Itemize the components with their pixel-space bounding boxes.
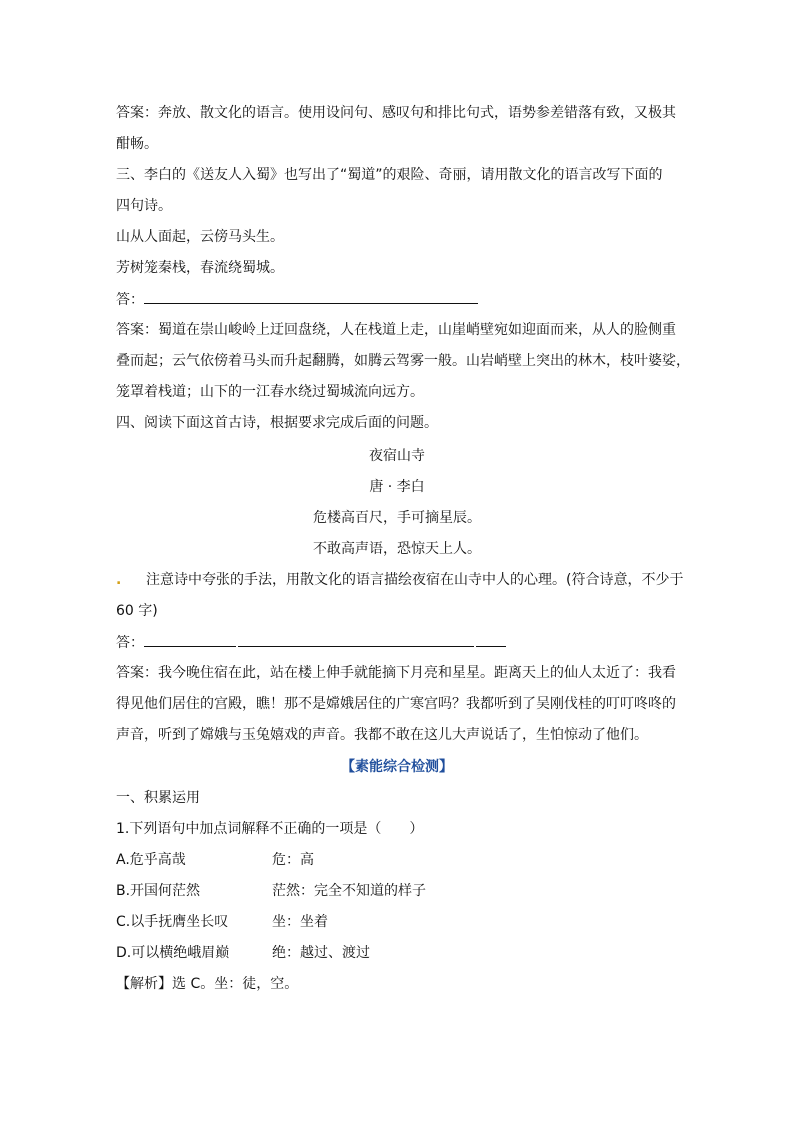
answer-blank-row <box>116 632 506 653</box>
answer-line: 酣畅。 <box>116 136 158 152</box>
answer-blank-row <box>116 289 478 310</box>
option-d <box>116 943 370 963</box>
answer-label: 答： <box>116 292 144 308</box>
answer-line: 笼罩着栈道；山下的一江春水绕过蜀城流向远方。 <box>116 384 424 400</box>
option-c <box>116 912 328 932</box>
answer-line: 答案：蜀道在崇山峻岭上迂回盘绕，人在栈道上走，山崖峭壁宛如迎面而来，从人的脸侧重 <box>116 322 676 338</box>
question-4-prompt <box>116 570 683 590</box>
poem-line: 芳树笼秦栈，春流绕蜀城。 <box>116 260 284 276</box>
question-4-prompt-cont: 60 字) <box>116 603 158 619</box>
option-gloss: 坐：坐着 <box>272 914 328 930</box>
option-gloss: 茫然：完全不知道的样子 <box>272 883 426 899</box>
question-1: 1.下列语句中加点词解释不正确的一项是（ ） <box>116 821 424 837</box>
question-3-line: 三、李白的《送友人入蜀》也写出了“蜀道”的艰险、奇丽，请用散文化的语言改写下面的 <box>116 167 663 183</box>
poem-author: 唐 · 李白 <box>369 479 425 495</box>
answer-line: 得见他们居住的宫殿，瞧！那不是嫦娥居住的广寒宫吗？我都听到了吴刚伐桂的叮叮咚咚的 <box>116 696 676 712</box>
answer-blank[interactable] <box>476 632 506 647</box>
poem-line: 危楼高百尺，手可摘星辰。 <box>313 510 481 526</box>
option-b <box>116 881 426 901</box>
answer-blank[interactable] <box>144 289 478 304</box>
answer-label: 答： <box>116 635 144 651</box>
question-3-line: 四句诗。 <box>116 198 172 214</box>
section-heading: 【素能综合检测】 <box>341 759 453 775</box>
answer-line: 答案：奔放、散文化的语言。使用设问句、感叹句和排比句式，语势参差错落有致，又极其 <box>116 105 676 121</box>
option-text: D.可以横绝峨眉巅 <box>116 945 230 961</box>
option-text: C.以手抚膺坐长叹 <box>116 914 229 930</box>
poem-line: 山从人面起，云傍马头生。 <box>116 229 284 245</box>
part-title: 一、积累运用 <box>116 790 200 806</box>
poem-line: 不敢高声语，恐惊天上人。 <box>313 541 481 557</box>
answer-blank[interactable] <box>238 632 474 647</box>
option-gloss: 危：高 <box>272 852 314 868</box>
poem-title: 夜宿山寺 <box>369 448 425 464</box>
bullet-mark: . <box>116 572 122 588</box>
answer-blank[interactable] <box>144 632 236 647</box>
question-text: 注意诗中夸张的手法，用散文化的语言描绘夜宿在山寺中人的心理。(符合诗意，不少于 <box>146 572 684 588</box>
option-gloss: 绝：越过、渡过 <box>272 945 370 961</box>
option-text: B.开国何茫然 <box>116 883 201 899</box>
option-text: A.危乎高哉 <box>116 852 186 868</box>
answer-line: 答案：我今晚住宿在此，站在楼上伸手就能摘下月亮和星星。距离天上的仙人太近了：我看 <box>116 665 676 681</box>
question-4-intro: 四、阅读下面这首古诗，根据要求完成后面的问题。 <box>116 415 438 431</box>
option-a <box>116 850 314 870</box>
answer-line: 叠而起；云气依傍着马头而升起翻腾，如腾云驾雾一般。山岩峭壁上突出的林木，枝叶婆娑， <box>116 353 690 369</box>
answer-line: 声音，听到了嫦娥与玉兔嬉戏的声音。我都不敢在这儿大声说话了，生怕惊动了他们。 <box>116 727 648 743</box>
analysis-line: 【解析】选 C。坐：徒，空。 <box>116 976 299 992</box>
